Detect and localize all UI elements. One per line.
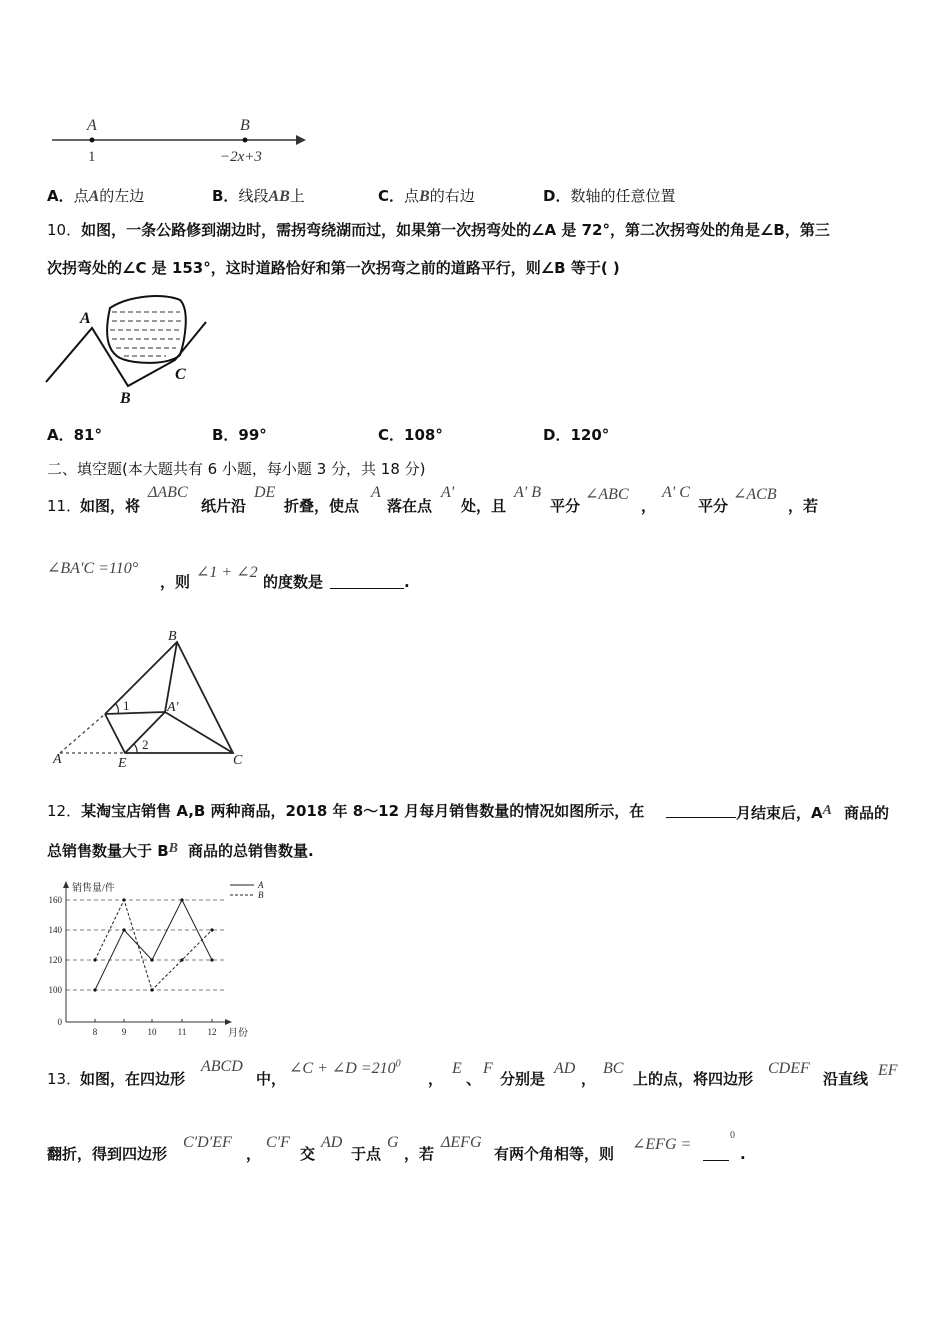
q13-degree-mark: 0 xyxy=(730,1130,735,1141)
q9-option-d: D．数轴的任意位置 xyxy=(543,187,676,205)
q13-math-f: F xyxy=(483,1060,493,1077)
chart-y-tick-label: 140 xyxy=(48,925,62,935)
chart-point-B xyxy=(93,958,96,961)
q11-text-8: 平分 xyxy=(698,497,729,515)
q13-text-3: ， xyxy=(428,1070,444,1088)
q13-line2-text-5: ，若 xyxy=(404,1145,435,1163)
q13-line2-text-4: 于点 xyxy=(351,1145,382,1163)
q11-math-de: DE xyxy=(254,484,276,501)
chart-y-arrow xyxy=(63,881,69,888)
q10-line2: 次拐弯处的∠C 是 153°，这时道路恰好和第一次拐弯之前的道路平行，则∠B 等于( ) xyxy=(47,259,620,277)
number-line-figure xyxy=(48,110,318,170)
point-b-value: −2x+3 xyxy=(220,149,262,165)
q13-math-cdef: CDEF xyxy=(768,1060,810,1077)
q13-text-8: 沿直线 xyxy=(823,1070,869,1088)
q11-text-7: ， xyxy=(641,497,657,515)
q10-option-d: D．120° xyxy=(543,426,610,444)
chart-y-tick-label: 100 xyxy=(48,985,62,995)
chart-y-tick-label: 160 xyxy=(48,895,62,905)
q13-math-ef: EF xyxy=(878,1062,898,1079)
q12-line2: 总销售数量大于 BB 商品的总销售数量. xyxy=(47,841,314,860)
lake-road-figure xyxy=(40,290,215,415)
section2-title: 二、填空题(本大题共有 6 小题，每小题 3 分，共 18 分) xyxy=(47,460,426,478)
fig-b-vertex: B xyxy=(168,629,177,644)
chart-y-axis-title: 销售量/件 xyxy=(72,883,115,894)
q11-math-a: A xyxy=(371,484,381,501)
chart-point-A xyxy=(210,958,213,961)
sales-line-chart xyxy=(40,875,280,1040)
q13-number: 13． xyxy=(47,1070,82,1088)
chart-x-tick-label: 8 xyxy=(92,1027,98,1037)
q13-line2-text-2: ， xyxy=(246,1145,262,1163)
point-b-label: B xyxy=(240,117,250,134)
q13-answer-blank[interactable] xyxy=(703,1146,729,1165)
q12-answer-blank[interactable] xyxy=(666,803,736,822)
q11-text-12: . xyxy=(404,573,410,591)
chart-legend-label-A: A xyxy=(258,880,264,890)
fig-a-prime-vertex: A′ xyxy=(167,700,179,715)
q11-math-angle-sum: ∠1 + ∠2 xyxy=(196,564,258,581)
q12-line1-end: 月结束后，AA 商品的 xyxy=(736,803,889,822)
q13-math-c-f: C′F xyxy=(266,1134,290,1151)
chart-point-A xyxy=(122,928,125,931)
fig-b-label: B xyxy=(120,390,131,407)
q13-line2-text-6: 有两个角相等，则 xyxy=(494,1145,615,1163)
q11-math-triangle-abc: ΔABC xyxy=(148,484,188,501)
q11-text-10: ，则 xyxy=(160,573,191,591)
q13-line2-text-1: 翻折，得到四边形 xyxy=(47,1145,168,1163)
q13-math-e: E xyxy=(452,1060,462,1077)
fig-c-vertex: C xyxy=(233,753,243,768)
q11-math-angle-abc: ∠ABC xyxy=(585,486,629,503)
q10-option-b: B．99° xyxy=(212,426,267,444)
chart-point-B xyxy=(122,898,125,901)
q10-option-c: C．108° xyxy=(378,426,443,444)
q12-line1-start: 12．某淘宝店销售 A,B 两种商品，2018 年 8～12 月每月销售数量的情况如图所示，在 xyxy=(47,802,645,820)
q13-text-5: 分别是 xyxy=(500,1070,546,1088)
chart-x-arrow xyxy=(225,1019,232,1025)
q13-math-c-d-ef: C′D′EF xyxy=(183,1134,232,1151)
q13-text-1: 如图，在四边形 xyxy=(80,1070,186,1088)
chart-legend-label-B: B xyxy=(258,890,264,900)
fig-a-vertex: A xyxy=(53,752,62,767)
q11-math-angle-acb: ∠ACB xyxy=(733,486,777,503)
fig-angle-2: 2 xyxy=(142,737,149,752)
q13-math-g: G xyxy=(387,1134,399,1151)
q13-math-ad-2: AD xyxy=(321,1134,343,1151)
fig-c-label: C xyxy=(175,366,186,383)
q11-math-a-prime: A' xyxy=(441,484,455,501)
q13-math-bc: BC xyxy=(603,1060,624,1077)
q11-math-a-prime-b: A' B xyxy=(514,484,541,501)
point-a-label: A xyxy=(87,117,97,134)
q9-option-b: B．线段AB上 xyxy=(212,187,305,205)
chart-series-B-line xyxy=(95,900,212,990)
chart-y-tick-label: 120 xyxy=(48,955,62,965)
chart-point-A xyxy=(93,988,96,991)
q11-text-6: 平分 xyxy=(550,497,581,515)
fig-angle-1: 1 xyxy=(123,698,130,713)
q11-text-2: 纸片沿 xyxy=(201,497,247,515)
chart-point-B xyxy=(150,988,153,991)
q13-math-angle-sum: ∠C + ∠D $=210^0$ xyxy=(289,1058,401,1077)
folded-triangle-figure xyxy=(45,625,255,770)
q11-text-11: 的度数是 xyxy=(263,573,324,591)
chart-x-tick-label: 12 xyxy=(207,1027,217,1037)
q13-math-abcd: ABCD xyxy=(201,1058,243,1075)
q11-text-4: 落在点 xyxy=(387,497,433,515)
fig-a-label: A xyxy=(80,310,91,327)
chart-x-axis-title: 月份 xyxy=(228,1028,248,1039)
q11-math-a-prime-c: A' C xyxy=(662,484,690,501)
chart-x-tick-label: 10 xyxy=(147,1027,157,1037)
q11-text-3: 折叠，使点 xyxy=(284,497,360,515)
chart-x-tick-label: 9 xyxy=(121,1027,127,1037)
chart-y-tick-label: 0 xyxy=(57,1017,62,1027)
chart-x-tick-label: 11 xyxy=(177,1027,187,1037)
chart-point-A xyxy=(180,898,183,901)
q9-option-c: C．点B的右边 xyxy=(378,187,475,205)
q11-number: 11． xyxy=(47,497,82,515)
q13-math-ad: AD xyxy=(554,1060,576,1077)
q13-math-triangle-efg: ΔEFG xyxy=(441,1134,482,1151)
q13-line2-text-3: 交 xyxy=(300,1145,316,1163)
q11-text-1: 如图，将 xyxy=(80,497,141,515)
q10-option-a: A．81° xyxy=(47,426,102,444)
q9-option-a: A．点A的左边 xyxy=(47,187,145,205)
chart-point-B xyxy=(180,958,183,961)
q13-text-2: 中， xyxy=(256,1070,287,1088)
q13-math-angle-efg: ∠EFG = xyxy=(632,1136,692,1153)
point-a-value: 1 xyxy=(88,149,96,165)
q13-line2-text-7: . xyxy=(740,1145,746,1163)
q11-answer-blank[interactable] xyxy=(330,574,404,593)
fig-e-vertex: E xyxy=(118,756,127,770)
chart-series-A-line xyxy=(95,900,212,990)
q11-text-5: 处，且 xyxy=(461,497,507,515)
q11-text-9: ，若 xyxy=(788,497,819,515)
q11-math-angle-ba-c: ∠BA′C =110° xyxy=(47,560,139,577)
chart-point-A xyxy=(150,958,153,961)
q13-text-6: ， xyxy=(581,1070,597,1088)
q13-text-4: 、 xyxy=(466,1070,482,1088)
q10-line1: 10．如图，一条公路修到湖边时，需拐弯绕湖而过，如果第一次拐弯处的∠A 是 72°，第二次拐弯处的角是∠B，第三 xyxy=(47,221,830,239)
chart-point-B xyxy=(210,928,213,931)
q13-text-7: 上的点，将四边形 xyxy=(633,1070,754,1088)
